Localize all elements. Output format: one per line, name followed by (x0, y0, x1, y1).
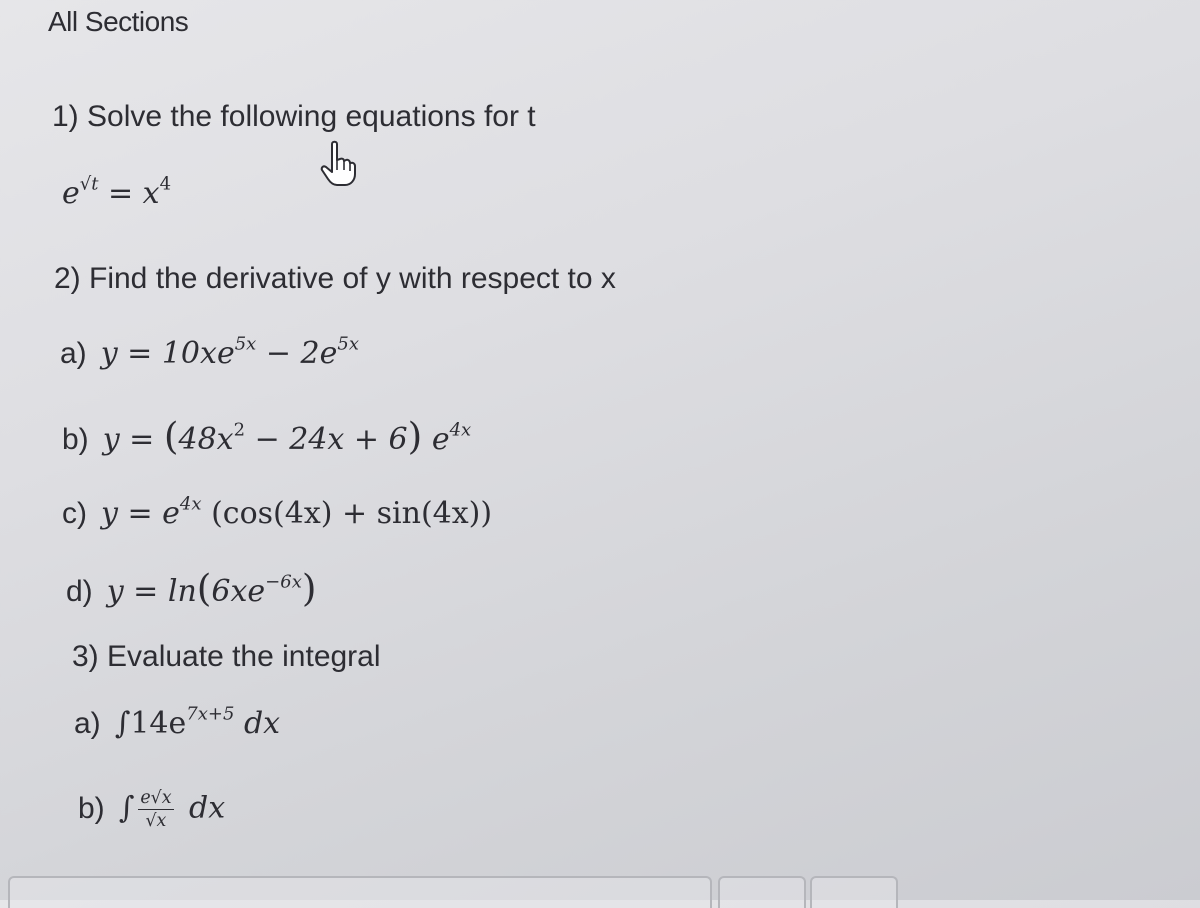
question-1-heading: 1) Solve the following equations for t (52, 100, 536, 133)
question-1-equation: $e^{√t} = x^4$ (62, 173, 172, 211)
question-3a-equation: a) $\int 14e^{7x+5}$ dx (74, 703, 281, 741)
answer-box-3[interactable] (810, 876, 898, 908)
question-2c-equation: c) $y = e^{4x}$ (cos(4x) + sin(4x)) (62, 493, 493, 531)
question-2b-equation: b) $y = (48x^2 - 24x + 6)$ $e^{4x}$ (62, 414, 472, 458)
question-2d-equation: d) $y = \ln(6xe^{-6x})$ (66, 566, 317, 610)
question-2-heading: 2) Find the derivative of y with respect to x (54, 262, 616, 295)
question-3-heading: 3) Evaluate the integral (72, 640, 381, 673)
hand-pointer-icon (318, 140, 356, 188)
answer-box-2[interactable] (718, 876, 806, 908)
bottom-input-row (0, 876, 1200, 900)
breadcrumb[interactable]: All Sections (48, 6, 189, 37)
question-3b-equation: b) ∫ $\frac{e√x}{√x}$ dx (78, 788, 226, 831)
question-2a-equation: a) $y = 10xe^{5x} - 2e^{5x}$ (60, 333, 359, 371)
answer-box-1[interactable] (8, 876, 712, 908)
